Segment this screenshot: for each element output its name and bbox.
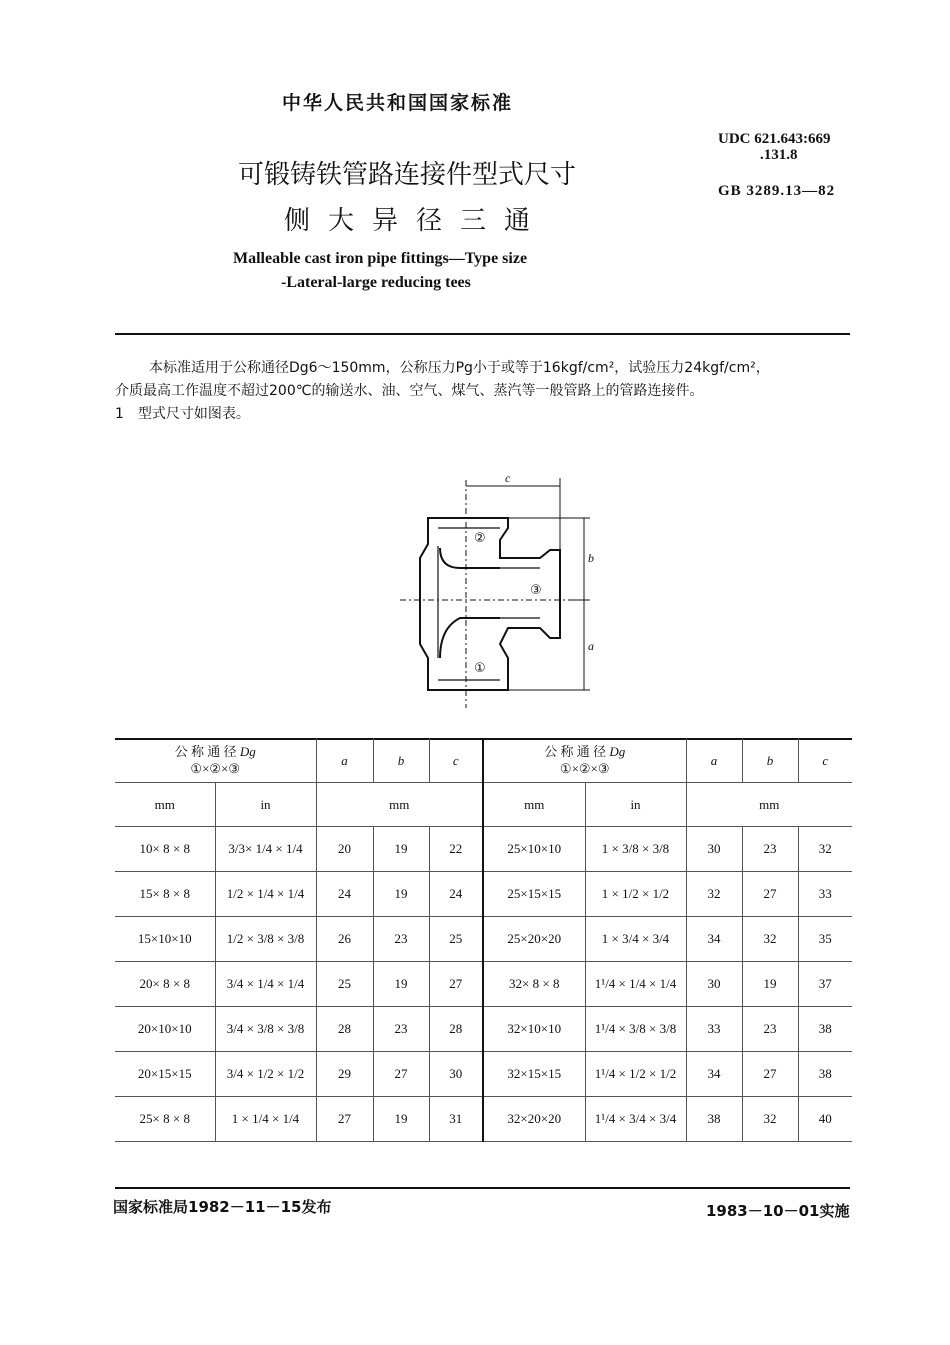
tee-drawing: [400, 468, 600, 708]
title-english: [233, 247, 527, 295]
cell-right-mm: 25×20×20: [483, 917, 585, 962]
cell-left-in: 1 × 1/4 × 1/4: [215, 1097, 316, 1142]
cell-right-c: 35: [798, 917, 852, 962]
header-nominal-right: 公 称 通 径 Dg ①×②×③: [483, 738, 686, 783]
cell-left-c: 22: [429, 827, 483, 872]
bottom-rule: [115, 1187, 850, 1189]
cell-right-in: 1 × 3/8 × 3/8: [585, 827, 686, 872]
unit-mm-right: mm: [483, 783, 585, 827]
cell-right-mm: 32×10×10: [483, 1007, 585, 1052]
port-1-label: ①: [474, 661, 486, 676]
unit-mm-dims-right: mm: [686, 783, 852, 827]
cell-left-in: 1/2 × 3/8 × 3/8: [215, 917, 316, 962]
cell-left-in: 3/4 × 3/8 × 3/8: [215, 1007, 316, 1052]
header-b-left: b: [373, 738, 429, 783]
table-row: [115, 1052, 852, 1097]
cell-right-a: 33: [686, 1007, 742, 1052]
intro-paragraph-1b: 介质最高工作温度不超过200℃的输送水、油、空气、煤气、蒸汽等一般管路上的管路连接件。: [115, 383, 704, 399]
cell-left-mm: 15× 8 × 8: [115, 872, 215, 917]
port-2-label: ②: [474, 531, 486, 546]
udc-line-2: .131.8: [760, 147, 798, 163]
country-standard-heading: 中华人民共和国国家标准: [282, 92, 514, 114]
cell-left-a: 28: [316, 1007, 373, 1052]
tee-inner-curve: [440, 548, 500, 568]
table-row: [115, 827, 852, 872]
cell-left-b: 23: [373, 917, 429, 962]
cell-left-mm: 25× 8 × 8: [115, 1097, 215, 1142]
cell-left-b: 19: [373, 962, 429, 1007]
cell-left-mm: 15×10×10: [115, 917, 215, 962]
dim-label-a: a: [588, 639, 594, 653]
header-a-left: a: [316, 738, 373, 783]
top-rule: [115, 333, 850, 335]
cell-right-in: 1 × 1/2 × 1/2: [585, 872, 686, 917]
cell-left-c: 24: [429, 872, 483, 917]
tee-bore: [438, 528, 540, 680]
cell-right-b: 23: [742, 1007, 798, 1052]
cell-right-in: 1 × 3/4 × 3/4: [585, 917, 686, 962]
cell-right-c: 40: [798, 1097, 852, 1142]
cell-right-c: 37: [798, 962, 852, 1007]
header-a-right: a: [686, 738, 742, 783]
tee-outline: [420, 518, 560, 690]
header-b-right: b: [742, 738, 798, 783]
cell-right-c: 38: [798, 1052, 852, 1097]
header-c-left: c: [429, 738, 483, 783]
cell-left-mm: 20×10×10: [115, 1007, 215, 1052]
dim-label-c: c: [505, 471, 511, 485]
cell-right-b: 27: [742, 1052, 798, 1097]
subtitle-chinese: 侧大异径三通: [284, 206, 549, 236]
tee-inner-curve-2: [440, 618, 500, 658]
cell-left-a: 20: [316, 827, 373, 872]
udc-code: [718, 131, 831, 163]
title-english-line-1: Malleable cast iron pipe fittings—Type size: [233, 250, 528, 267]
issued-by: 国家标准局1982－11－15发布: [113, 1198, 332, 1216]
section-1: 1 型式尺寸如图表。: [115, 406, 250, 422]
cell-left-in: 1/2 × 1/4 × 1/4: [215, 872, 316, 917]
cell-left-in: 3/4 × 1/4 × 1/4: [215, 962, 316, 1007]
cell-right-a: 34: [686, 917, 742, 962]
title-english-line-2: -Lateral-large reducing tees: [281, 274, 471, 291]
header-c-right: c: [798, 738, 852, 783]
cell-right-a: 30: [686, 827, 742, 872]
title-chinese: 可锻铸铁管路连接件型式尺寸: [238, 160, 577, 190]
cell-right-a: 38: [686, 1097, 742, 1142]
cell-left-mm: 10× 8 × 8: [115, 827, 215, 872]
cell-right-b: 19: [742, 962, 798, 1007]
unit-mm-left: mm: [115, 783, 215, 827]
dim-label-b: b: [588, 551, 594, 565]
cell-right-a: 30: [686, 962, 742, 1007]
cell-right-a: 34: [686, 1052, 742, 1097]
cell-left-b: 27: [373, 1052, 429, 1097]
intro-text: [115, 357, 855, 426]
cell-left-a: 24: [316, 872, 373, 917]
cell-left-c: 27: [429, 962, 483, 1007]
cell-right-in: 1¹/4 × 3/8 × 3/8: [585, 1007, 686, 1052]
cell-right-mm: 25×10×10: [483, 827, 585, 872]
cell-left-b: 19: [373, 827, 429, 872]
cell-right-c: 33: [798, 872, 852, 917]
cell-left-in: 3/4 × 1/2 × 1/2: [215, 1052, 316, 1097]
cell-left-c: 25: [429, 917, 483, 962]
cell-right-c: 38: [798, 1007, 852, 1052]
cell-right-c: 32: [798, 827, 852, 872]
unit-in-right: in: [585, 783, 686, 827]
cell-right-mm: 32×15×15: [483, 1052, 585, 1097]
cell-right-b: 23: [742, 827, 798, 872]
cell-left-b: 19: [373, 872, 429, 917]
cell-left-b: 19: [373, 1097, 429, 1142]
cell-left-c: 28: [429, 1007, 483, 1052]
cell-right-a: 32: [686, 872, 742, 917]
dimension-table: [115, 738, 852, 1142]
table-row: [115, 962, 852, 1007]
cell-right-b: 27: [742, 872, 798, 917]
cell-left-mm: 20× 8 × 8: [115, 962, 215, 1007]
unit-in-left: in: [215, 783, 316, 827]
cell-left-c: 30: [429, 1052, 483, 1097]
port-3-label: ③: [530, 583, 542, 598]
udc-line-1: UDC 621.643:669: [718, 131, 831, 147]
cell-right-b: 32: [742, 1097, 798, 1142]
unit-mm-dims-left: mm: [316, 783, 483, 827]
cell-right-b: 32: [742, 917, 798, 962]
table-row: [115, 872, 852, 917]
cell-right-mm: 32× 8 × 8: [483, 962, 585, 1007]
cell-left-b: 23: [373, 1007, 429, 1052]
table-body: [115, 827, 852, 1142]
cell-right-mm: 25×15×15: [483, 872, 585, 917]
table-row: [115, 917, 852, 962]
cell-left-a: 27: [316, 1097, 373, 1142]
cell-right-in: 1¹/4 × 1/2 × 1/2: [585, 1052, 686, 1097]
table-row: [115, 1097, 852, 1142]
gb-code: GB 3289.13—82: [718, 183, 836, 199]
cell-left-c: 31: [429, 1097, 483, 1142]
cell-left-a: 25: [316, 962, 373, 1007]
cell-left-mm: 20×15×15: [115, 1052, 215, 1097]
cell-left-in: 3/3× 1/4 × 1/4: [215, 827, 316, 872]
header-nominal-left: 公 称 通 径 Dg ①×②×③: [115, 738, 316, 783]
cell-left-a: 26: [316, 917, 373, 962]
effective-date: 1983－10－01实施: [706, 1202, 850, 1220]
cell-right-mm: 32×20×20: [483, 1097, 585, 1142]
table-row: [115, 1007, 852, 1052]
intro-paragraph-1: 本标准适用于公称通径Dg6～150mm，公称压力Pg小于或等于16kgf/cm²，试验压力24kgf/cm²，: [149, 360, 770, 376]
cell-right-in: 1¹/4 × 1/4 × 1/4: [585, 962, 686, 1007]
cell-left-a: 29: [316, 1052, 373, 1097]
cell-right-in: 1¹/4 × 3/4 × 3/4: [585, 1097, 686, 1142]
